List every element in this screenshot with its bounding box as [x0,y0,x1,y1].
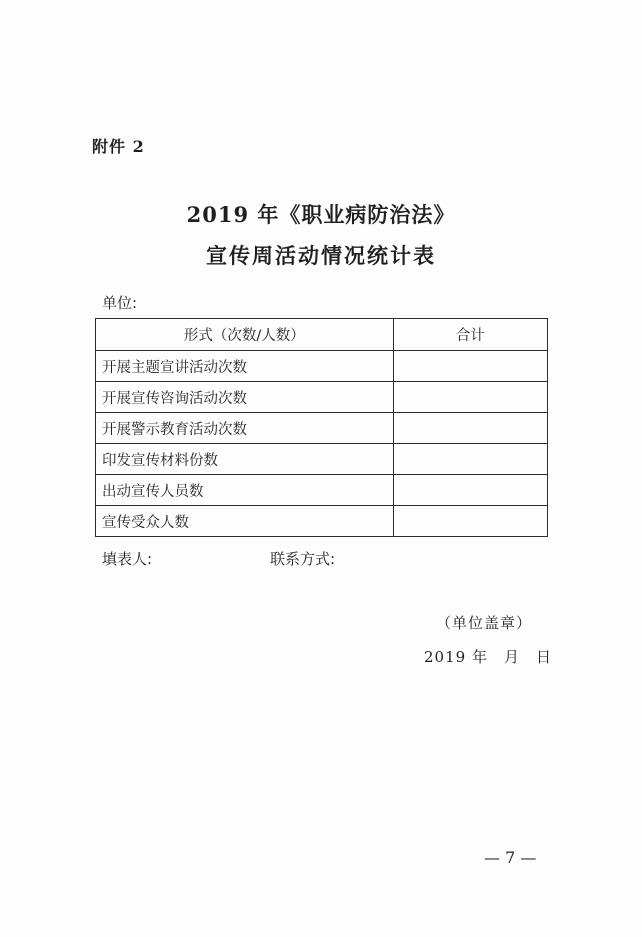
table-row [96,413,548,444]
row-label: 开展宣传咨询活动次数 [96,382,394,413]
contact-label: 联系方式: [270,550,336,568]
row-total-cell [393,475,547,506]
table-row [96,382,548,413]
row-total-cell [393,413,547,444]
table-row [96,444,548,475]
unit-label: 单位: [102,294,138,312]
filler-label: 填表人: [102,550,153,568]
header-form: 形式（次数/人数） [96,319,394,351]
attachment-label: 附件 2 [92,137,145,156]
row-total-cell [393,444,547,475]
row-total-cell [393,351,547,382]
row-label: 印发宣传材料份数 [96,444,394,475]
header-total: 合计 [393,319,547,351]
row-label: 出动宣传人员数 [96,475,394,506]
seal-note: （单位盖章） [436,614,533,632]
title-line-2: 宣传周活动情况统计表 [206,243,436,268]
table-header-row [96,319,548,351]
page-number: — 7 — [484,848,537,867]
title-line-1: 2019 年《职业病防治法》 [186,202,456,227]
row-label: 开展警示教育活动次数 [96,413,394,444]
table-row [96,506,548,537]
row-total-cell [393,382,547,413]
row-label: 开展主题宣讲活动次数 [96,351,394,382]
table-row [96,475,548,506]
statistics-table [95,318,548,537]
row-label: 宣传受众人数 [96,506,394,537]
row-total-cell [393,506,547,537]
date-line: 2019 年 月 日 [424,648,552,666]
table-row [96,351,548,382]
